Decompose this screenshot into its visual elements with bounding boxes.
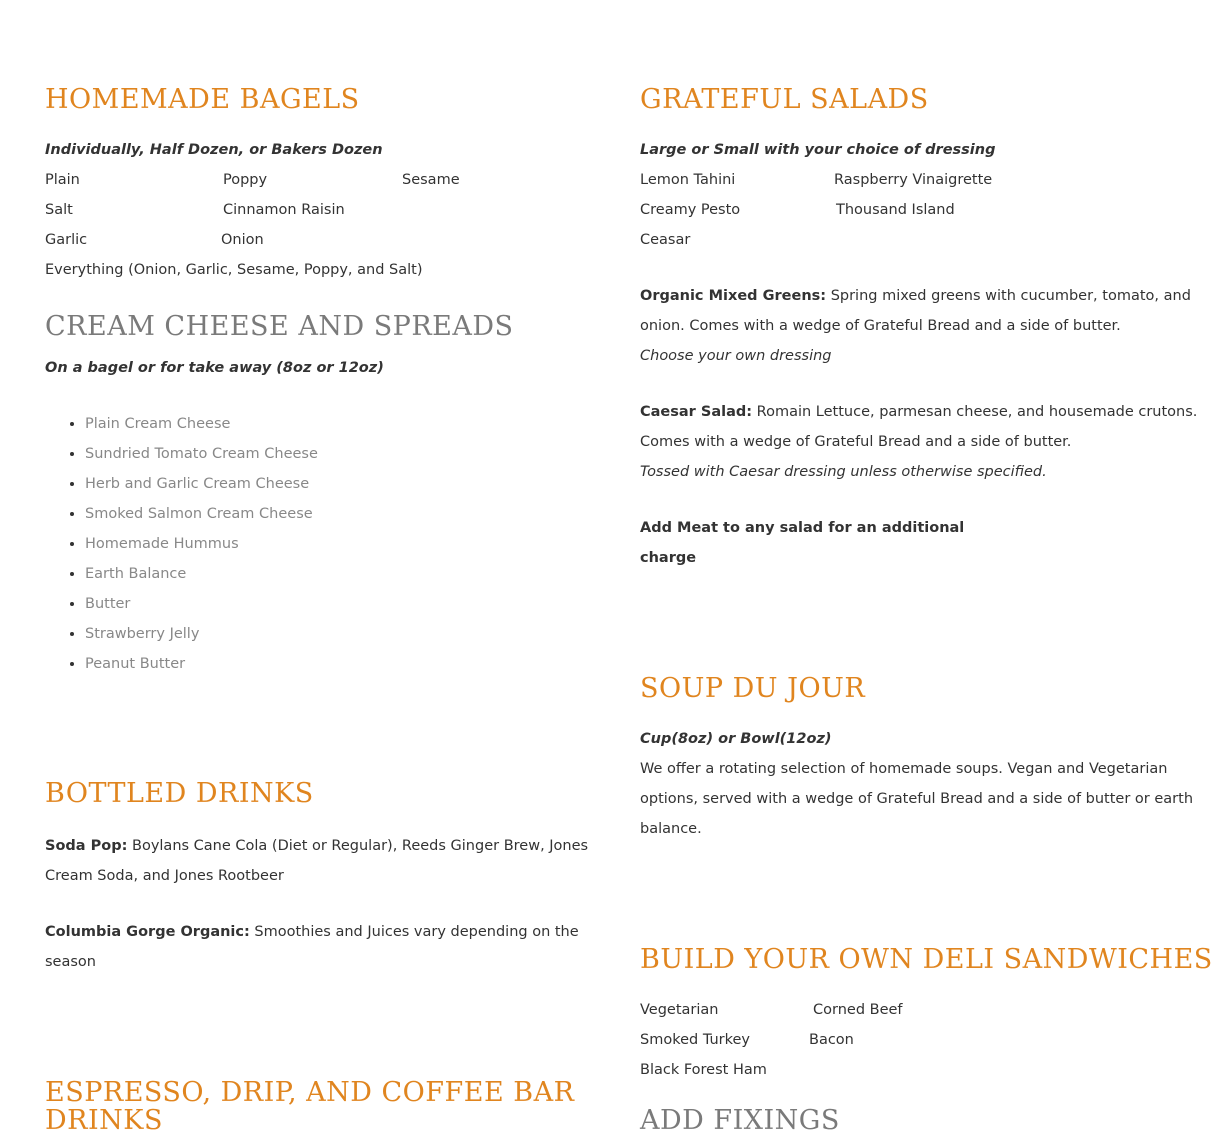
- caesar-note: Tossed with Caesar dressing unless otherwise specified.: [640, 464, 1047, 480]
- mixed-greens-text: Spring mixed greens with cucumber, tomato, and onion. Comes with a wedge of Grateful Bread and a side of butter.: [640, 288, 1191, 334]
- soup-title: SOUP DU JOUR: [640, 673, 866, 704]
- spreads-list: [45, 409, 318, 679]
- bagels-title: HOMEMADE BAGELS: [45, 84, 360, 115]
- dressing-item: Lemon Tahini: [640, 172, 736, 188]
- espresso-title-line2: DRINKS: [45, 1105, 163, 1136]
- bagel-item: Garlic: [45, 232, 88, 248]
- mixed-greens-note: Choose your own dressing: [640, 348, 832, 364]
- bagels-subtitle: Individually, Half Dozen, or Bakers Dozen: [45, 142, 383, 158]
- mixed-greens-label: Organic Mixed Greens:: [640, 288, 827, 304]
- caesar-text: Romain Lettuce, parmesan cheese, and housemade crutons. Comes with a wedge of Grateful Bread and a side of butter.: [640, 404, 1198, 450]
- bagel-item: Cinnamon Raisin: [223, 202, 345, 218]
- dressing-item: Raspberry Vinaigrette: [834, 172, 993, 188]
- soup-subtitle: Cup(8oz) or Bowl(12oz): [640, 731, 832, 747]
- list-item: • Plain Cream Cheese: [85, 409, 318, 439]
- soda-pop-paragraph: [45, 831, 590, 891]
- gorge-text: Smoothies and Juices vary depending on the season: [45, 924, 579, 970]
- deli-item: Vegetarian: [640, 1002, 719, 1018]
- soda-pop-label: Soda Pop:: [45, 838, 128, 854]
- deli-item: Smoked Turkey: [640, 1032, 751, 1048]
- fixings-title: ADD FIXINGS: [640, 1105, 840, 1136]
- list-item: • Butter: [85, 589, 318, 619]
- list-item: • Sundried Tomato Cream Cheese: [85, 439, 318, 469]
- dressing-item: Thousand Island: [836, 202, 955, 218]
- salads-subtitle: Large or Small with your choice of dressing: [640, 142, 996, 158]
- spreads-subtitle: On a bagel or for take away (8oz or 12oz): [45, 360, 384, 376]
- bagel-item: Onion: [221, 232, 264, 248]
- bagel-item: Sesame: [402, 172, 460, 188]
- bagel-everything: Everything (Onion, Garlic, Sesame, Poppy, and Salt): [45, 262, 423, 278]
- bagel-item: Salt: [45, 202, 73, 218]
- gorge-paragraph: [45, 917, 590, 977]
- salads-title: GRATEFUL SALADS: [640, 84, 929, 115]
- deli-item: Black Forest Ham: [640, 1062, 767, 1078]
- caesar-label: Caesar Salad:: [640, 404, 753, 420]
- list-item: • Smoked Salmon Cream Cheese: [85, 499, 318, 529]
- deli-title: BUILD YOUR OWN DELI SANDWICHES: [640, 944, 1213, 975]
- espresso-title-line1: ESPRESSO, DRIP, AND COFFEE BAR: [45, 1077, 575, 1108]
- mixed-greens-paragraph: [640, 281, 1205, 341]
- caesar-paragraph: [640, 397, 1205, 457]
- spreads-title: CREAM CHEESE AND SPREADS: [45, 311, 514, 342]
- bottled-title: BOTTLED DRINKS: [45, 778, 314, 809]
- spreads-list-wrap: [45, 409, 318, 679]
- soda-pop-text: Boylans Cane Cola (Diet or Regular), Reeds Ginger Brew, Jones Cream Soda, and Jones Rootbeer: [45, 838, 589, 884]
- bagel-item: Plain: [45, 172, 80, 188]
- list-item: • Strawberry Jelly: [85, 619, 318, 649]
- deli-item: Bacon: [809, 1032, 854, 1048]
- dressing-item: Ceasar: [640, 232, 691, 248]
- gorge-label: Columbia Gorge Organic:: [45, 924, 250, 940]
- list-item: • Homemade Hummus: [85, 529, 318, 559]
- list-item: • Herb and Garlic Cream Cheese: [85, 469, 318, 499]
- list-item: • Earth Balance: [85, 559, 318, 589]
- dressing-item: Creamy Pesto: [640, 202, 741, 218]
- deli-item: Corned Beef: [813, 1002, 903, 1018]
- add-meat-line1: Add Meat to any salad for an additional: [640, 520, 965, 536]
- list-item: • Peanut Butter: [85, 649, 318, 679]
- bagel-item: Poppy: [223, 172, 268, 188]
- soup-text: We offer a rotating selection of homemade soups. Vegan and Vegetarian options, served with a wedge of Grateful Bread and a side of butter or earth balance.: [640, 761, 1194, 837]
- add-meat-line2: charge: [640, 550, 697, 566]
